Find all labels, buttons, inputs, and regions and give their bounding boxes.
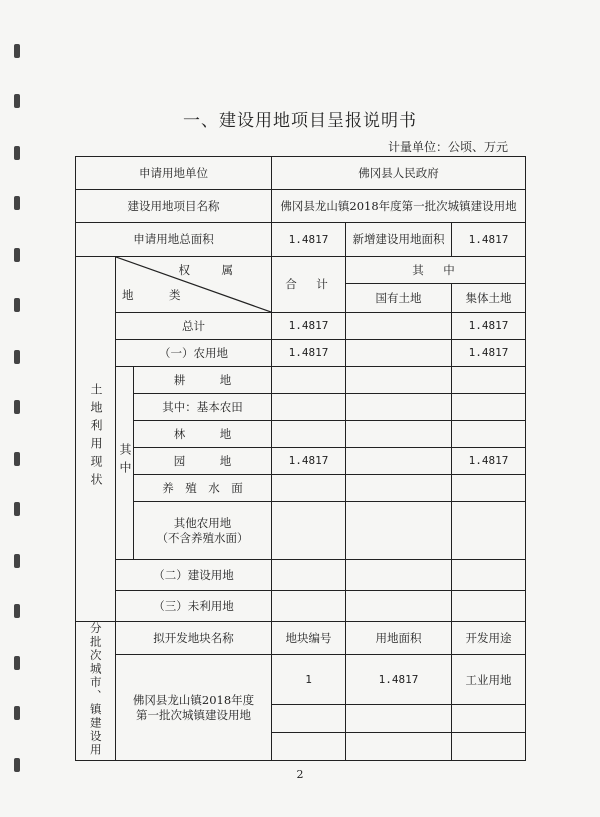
row-construction-label: （二）建设用地 (116, 560, 272, 591)
batch-header-code: 地块编号 (272, 622, 346, 655)
batch-header-name: 拟开发地块名称 (116, 622, 272, 655)
new-area-label: 新增建设用地面积 (346, 223, 452, 257)
row-cultivated-label: 耕 地 (134, 367, 272, 394)
applicant-label: 申请用地单位 (76, 157, 272, 190)
row-unused-label: （三）未利用地 (116, 591, 272, 622)
batch-header-area: 用地面积 (346, 622, 452, 655)
measurement-unit: 计量单位：公顷、万元 (387, 140, 508, 154)
row-other-agri-label: 其他农用地 （不含养殖水面） (134, 502, 272, 560)
row-agri-label: （一）农用地 (116, 340, 272, 367)
row-garden-sum: 1.4817 (272, 448, 346, 475)
row-garden-label: 园 地 (134, 448, 272, 475)
row-agri-state (346, 340, 452, 367)
total-area-value: 1.4817 (272, 223, 346, 257)
page-number: 2 (296, 768, 304, 781)
sum-header: 合 计 (272, 257, 346, 313)
among-header: 其 中 (346, 257, 526, 284)
row-agri-collective: 1.4817 (452, 340, 526, 367)
batch-parcel-name: 佛冈县龙山镇2018年度 第一批次城镇建设用地 (116, 655, 272, 761)
row-garden-collective: 1.4817 (452, 448, 526, 475)
row-total-sum: 1.4817 (272, 313, 346, 340)
land-use-table (75, 156, 526, 761)
project-value: 佛冈县龙山镇2018年度第一批次城镇建设用地 (272, 190, 526, 223)
project-label: 建设用地项目名称 (76, 190, 272, 223)
total-area-label: 申请用地总面积 (76, 223, 272, 257)
batch-group-label: 分批次城市、镇建设用 (76, 622, 116, 761)
batch-parcel-area: 1.4817 (346, 655, 452, 705)
row-total-state (346, 313, 452, 340)
header-diagonal-cell (116, 257, 272, 313)
row-agri-sum: 1.4817 (272, 340, 346, 367)
document-title: 一、建设用地项目呈报说明书 (183, 111, 417, 131)
collective-land-header: 集体土地 (452, 284, 526, 313)
landuse-group-label: 土地利用现状 (76, 257, 116, 622)
ownership-label: 权 属 (178, 263, 244, 277)
row-forest-label: 林 地 (134, 421, 272, 448)
row-basic-farmland-label: 其中：基本农田 (134, 394, 272, 421)
new-area-value: 1.4817 (452, 223, 526, 257)
among-side-label: 其中 (116, 367, 134, 560)
row-aquaculture-label: 养 殖 水 面 (134, 475, 272, 502)
applicant-value: 佛冈县人民政府 (272, 157, 526, 190)
batch-header-use: 开发用途 (452, 622, 526, 655)
landtype-label: 地 类 (122, 287, 193, 302)
batch-parcel-code: 1 (272, 655, 346, 705)
row-total-label: 总计 (116, 313, 272, 340)
batch-parcel-use: 工业用地 (452, 655, 526, 705)
state-land-header: 国有土地 (346, 284, 452, 313)
row-total-collective: 1.4817 (452, 313, 526, 340)
